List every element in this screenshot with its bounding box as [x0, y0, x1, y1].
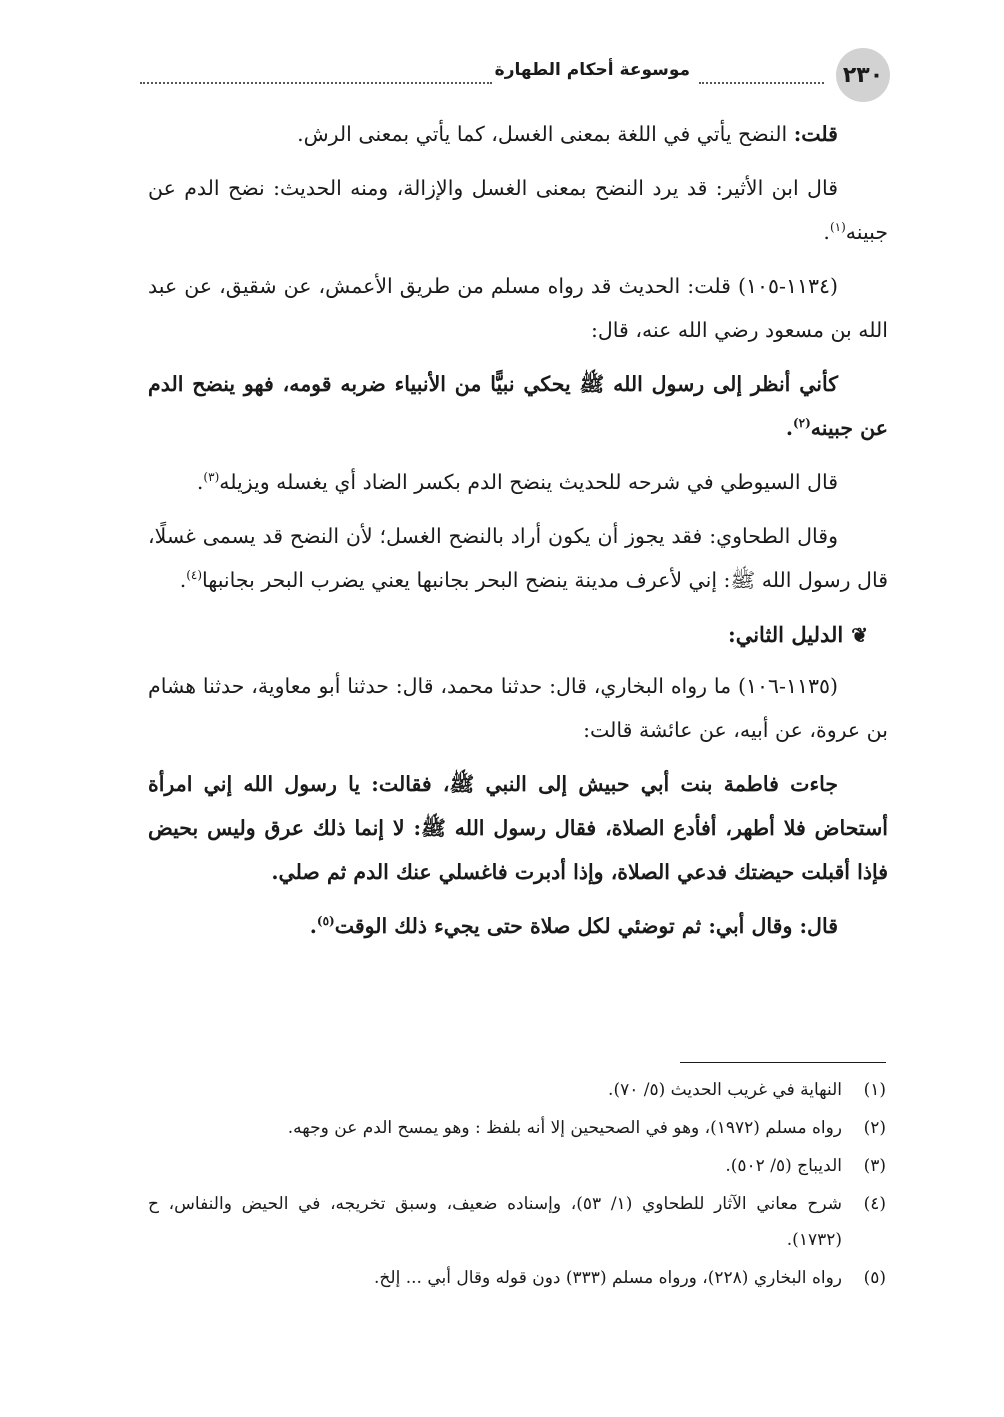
- paragraph-1-lead: قلت:: [793, 122, 838, 146]
- leaf-bullet-icon: ❦: [851, 623, 868, 647]
- footnote-text: رواه البخاري (٢٢٨)، ورواه مسلم (٣٣٣) دون قوله وقال أبي ... إلخ.: [374, 1268, 842, 1288]
- header-dotted-leader-left: [140, 82, 492, 84]
- page-number-badge: ٢٣٠: [836, 48, 890, 102]
- footnote-ref-3[interactable]: (٣): [203, 470, 220, 485]
- section-heading-second-evidence: [148, 612, 888, 658]
- section-heading-text: الدليل الثاني:: [727, 622, 844, 647]
- footnote-text: رواه مسلم (١٩٧٢)، وهو في الصحيحين إلا أنه بلفظ : وهو يمسح الدم عن وجهه.: [287, 1118, 842, 1138]
- hadith-1: كأني أنظر إلى رسول الله ﷺ يحكي نبيًّا من الأنبياء ضربه قومه، فهو ينضح الدم عن جبينه$^{(٢)}$.: [148, 372, 888, 440]
- footnote-text: الديباج (٥/ ٥٠٢).: [725, 1156, 842, 1176]
- hadith-2: [148, 762, 888, 894]
- footnote-item: [148, 1110, 888, 1146]
- paragraph-6: [148, 664, 888, 752]
- paragraph-2-text: قال ابن الأثير: قد يرد النضح بمعنى الغسل والإزالة، ومنه الحديث: نضح الدم عن جبينه: [148, 176, 888, 244]
- footnote-ref-4[interactable]: (٤): [186, 568, 203, 583]
- paragraph-5: وقال الطحاوي: فقد يجوز أن يكون أراد بالنضح الغسل؛ لأن النضح قد يسمى غسلًا، قال رسول الله ﷺ: إني لأعرف مدينة ينضح البحر بجانبها يعني يضرب البحر بجانبها$^{(٤)}$.: [148, 524, 888, 592]
- paragraph-1-text: النضح يأتي في اللغة بمعنى الغسل، كما يأتي بمعنى الرش.: [297, 122, 794, 146]
- paragraph-4: قال السيوطي في شرحه للحديث ينضح الدم بكسر الضاد أي يغسله ويزيله$^{(٣)}$.: [196, 470, 838, 494]
- footnote-ref-1[interactable]: (١): [829, 220, 846, 235]
- footnote-text: شرح معاني الآثار للطحاوي (١/ ٥٣)، وإسناده ضعيف، وسبق تخريجه، في الحيض والنفاس، ح (١٧٣٢).: [148, 1194, 842, 1250]
- footnote-ref-2[interactable]: (٢): [792, 416, 811, 431]
- footnote-item: [148, 1072, 888, 1108]
- footnote-item: [148, 1186, 888, 1258]
- footnote-text: النهاية في غريب الحديث (٥/ ٧٠).: [608, 1080, 842, 1100]
- paragraph-1: [148, 112, 888, 156]
- footnote-separator: [680, 1062, 886, 1063]
- header-dotted-leader-right: [699, 82, 824, 84]
- main-text: [148, 112, 888, 958]
- paragraph-4-text: قال السيوطي في شرحه للحديث ينضح الدم بكسر الضاد أي يغسله ويزيله: [219, 470, 838, 494]
- paragraph-7-text: قال: وقال أبي: ثم توضئي لكل صلاة حتى يجيء ذلك الوقت: [334, 914, 838, 938]
- hadith-2-text: جاءت فاطمة بنت أبي حبيش إلى النبي ﷺ، فقالت: يا رسول الله إني امرأة أستحاض فلا أطهر، أفأدع الصلاة، فقال رسول الله ﷺ: لا إنما ذلك عرق وليس بحيض فإذا أقبلت حيضتك فدعي الصلاة، وإذا أدبرت فاغسلي عنك الدم ثم صلي.: [148, 772, 888, 884]
- paragraph-5-text: وقال الطحاوي: فقد يجوز أن يكون أراد بالنضح الغسل؛ لأن النضح قد يسمى غسلًا، قال رسول الله ﷺ: إني لأعرف مدينة ينضح البحر بجانبها يعني يضرب البحر بجانبها: [148, 524, 888, 592]
- paragraph-3: [148, 264, 888, 352]
- footnote-number: (٢): [863, 1118, 886, 1138]
- footnote-number: (١): [863, 1080, 886, 1100]
- paragraph-7: قال: وقال أبي: ثم توضئي لكل صلاة حتى يجيء ذلك الوقت$^{(٥)}$.: [309, 914, 838, 938]
- hadith-1-text: كأني أنظر إلى رسول الله ﷺ يحكي نبيًّا من الأنبياء ضربه قومه، فهو ينضح الدم عن جبينه: [148, 372, 888, 440]
- running-header: [140, 48, 890, 102]
- footnote-ref-5[interactable]: (٥): [316, 914, 335, 929]
- running-header-title: موسوعة أحكام الطهارة: [494, 60, 690, 80]
- paragraph-2: قال ابن الأثير: قد يرد النضح بمعنى الغسل والإزالة، ومنه الحديث: نضح الدم عن جبينه$^{(١)}$.: [148, 176, 888, 244]
- footnote-item: [148, 1148, 888, 1184]
- footnote-number: (٣): [863, 1156, 886, 1176]
- footnote-item: [148, 1260, 888, 1296]
- footnote-number: (٥): [863, 1268, 886, 1288]
- footnotes: [148, 1072, 888, 1298]
- paragraph-3-text: (١١٣٤-١٠٥) قلت: الحديث قد رواه مسلم من طريق الأعمش، عن شقيق، عن عبد الله بن مسعود رضي الله عنه، قال:: [148, 274, 888, 342]
- paragraph-6-text: (١١٣٥-١٠٦) ما رواه البخاري، قال: حدثنا محمد، قال: حدثنا أبو معاوية، حدثنا هشام بن عروة، عن أبيه، عن عائشة قالت:: [148, 674, 888, 742]
- footnote-number: (٤): [863, 1194, 886, 1214]
